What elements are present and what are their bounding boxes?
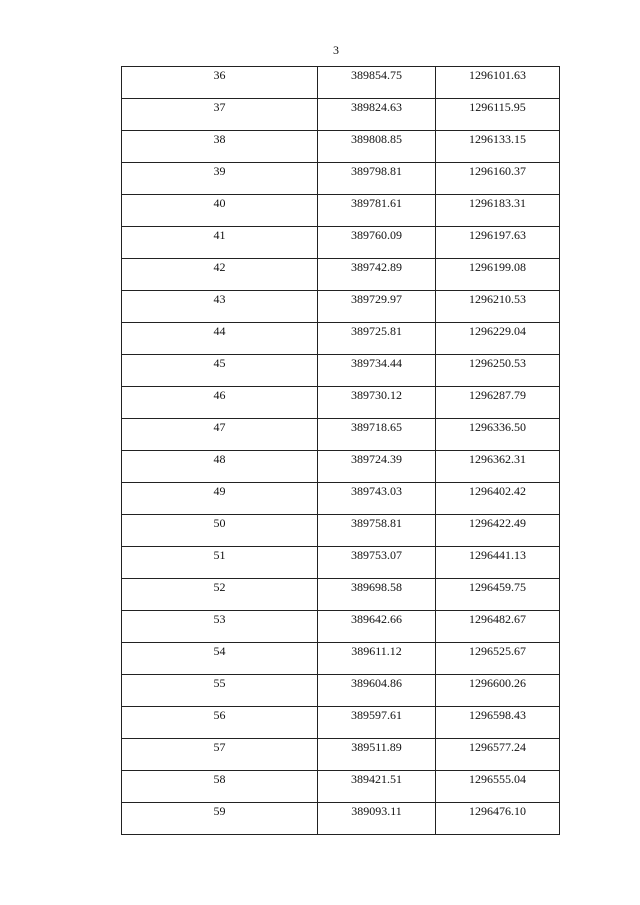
y-coordinate-cell: 1296133.15	[436, 131, 560, 163]
point-number-cell: 44	[122, 323, 318, 355]
x-coordinate-cell: 389642.66	[318, 611, 436, 643]
table-row	[122, 643, 560, 675]
x-coordinate-cell: 389753.07	[318, 547, 436, 579]
page-number: 3	[333, 43, 339, 57]
x-coordinate-cell: 389093.11	[318, 803, 436, 835]
y-coordinate-cell: 1296525.67	[436, 643, 560, 675]
table-row	[122, 451, 560, 483]
y-coordinate-cell: 1296197.63	[436, 227, 560, 259]
table-row	[122, 547, 560, 579]
point-number-cell: 48	[122, 451, 318, 483]
table-row	[122, 803, 560, 835]
y-coordinate-cell: 1296459.75	[436, 579, 560, 611]
table-row	[122, 707, 560, 739]
point-number-cell: 41	[122, 227, 318, 259]
point-number-cell: 47	[122, 419, 318, 451]
point-number-cell: 42	[122, 259, 318, 291]
x-coordinate-cell: 389729.97	[318, 291, 436, 323]
y-coordinate-cell: 1296482.67	[436, 611, 560, 643]
x-coordinate-cell: 389597.61	[318, 707, 436, 739]
x-coordinate-cell: 389743.03	[318, 483, 436, 515]
table-row	[122, 131, 560, 163]
x-coordinate-cell: 389724.39	[318, 451, 436, 483]
table-row	[122, 291, 560, 323]
y-coordinate-cell: 1296229.04	[436, 323, 560, 355]
y-coordinate-cell: 1296476.10	[436, 803, 560, 835]
x-coordinate-cell: 389718.65	[318, 419, 436, 451]
table-row	[122, 611, 560, 643]
point-number-cell: 39	[122, 163, 318, 195]
table-row	[122, 515, 560, 547]
x-coordinate-cell: 389734.44	[318, 355, 436, 387]
point-number-cell: 37	[122, 99, 318, 131]
y-coordinate-cell: 1296577.24	[436, 739, 560, 771]
point-number-cell: 53	[122, 611, 318, 643]
point-number-cell: 58	[122, 771, 318, 803]
point-number-cell: 57	[122, 739, 318, 771]
table-row	[122, 387, 560, 419]
y-coordinate-cell: 1296422.49	[436, 515, 560, 547]
x-coordinate-cell: 389758.81	[318, 515, 436, 547]
x-coordinate-cell: 389854.75	[318, 67, 436, 99]
x-coordinate-cell: 389698.58	[318, 579, 436, 611]
x-coordinate-cell: 389824.63	[318, 99, 436, 131]
x-coordinate-cell: 389798.81	[318, 163, 436, 195]
coordinates-table	[121, 66, 560, 835]
x-coordinate-cell: 389511.89	[318, 739, 436, 771]
table-row	[122, 483, 560, 515]
table-row	[122, 771, 560, 803]
x-coordinate-cell: 389611.12	[318, 643, 436, 675]
point-number-cell: 46	[122, 387, 318, 419]
x-coordinate-cell: 389421.51	[318, 771, 436, 803]
point-number-cell: 49	[122, 483, 318, 515]
point-number-cell: 54	[122, 643, 318, 675]
y-coordinate-cell: 1296555.04	[436, 771, 560, 803]
point-number-cell: 51	[122, 547, 318, 579]
y-coordinate-cell: 1296362.31	[436, 451, 560, 483]
point-number-cell: 59	[122, 803, 318, 835]
table-row	[122, 99, 560, 131]
point-number-cell: 55	[122, 675, 318, 707]
point-number-cell: 50	[122, 515, 318, 547]
x-coordinate-cell: 389808.85	[318, 131, 436, 163]
y-coordinate-cell: 1296336.50	[436, 419, 560, 451]
y-coordinate-cell: 1296441.13	[436, 547, 560, 579]
y-coordinate-cell: 1296250.53	[436, 355, 560, 387]
table-row	[122, 227, 560, 259]
y-coordinate-cell: 1296199.08	[436, 259, 560, 291]
point-number-cell: 36	[122, 67, 318, 99]
point-number-cell: 56	[122, 707, 318, 739]
point-number-cell: 38	[122, 131, 318, 163]
y-coordinate-cell: 1296598.43	[436, 707, 560, 739]
y-coordinate-cell: 1296115.95	[436, 99, 560, 131]
table-row	[122, 579, 560, 611]
x-coordinate-cell: 389725.81	[318, 323, 436, 355]
x-coordinate-cell: 389730.12	[318, 387, 436, 419]
table-row	[122, 163, 560, 195]
y-coordinate-cell: 1296210.53	[436, 291, 560, 323]
table-body	[122, 67, 560, 835]
table-row	[122, 355, 560, 387]
table-row	[122, 419, 560, 451]
y-coordinate-cell: 1296600.26	[436, 675, 560, 707]
table-row	[122, 739, 560, 771]
table-row	[122, 195, 560, 227]
table-row	[122, 259, 560, 291]
point-number-cell: 52	[122, 579, 318, 611]
x-coordinate-cell: 389781.61	[318, 195, 436, 227]
y-coordinate-cell: 1296183.31	[436, 195, 560, 227]
y-coordinate-cell: 1296402.42	[436, 483, 560, 515]
x-coordinate-cell: 389742.89	[318, 259, 436, 291]
y-coordinate-cell: 1296287.79	[436, 387, 560, 419]
y-coordinate-cell: 1296160.37	[436, 163, 560, 195]
table-row	[122, 67, 560, 99]
table-row	[122, 675, 560, 707]
point-number-cell: 43	[122, 291, 318, 323]
point-number-cell: 40	[122, 195, 318, 227]
y-coordinate-cell: 1296101.63	[436, 67, 560, 99]
x-coordinate-cell: 389760.09	[318, 227, 436, 259]
point-number-cell: 45	[122, 355, 318, 387]
x-coordinate-cell: 389604.86	[318, 675, 436, 707]
table-row	[122, 323, 560, 355]
